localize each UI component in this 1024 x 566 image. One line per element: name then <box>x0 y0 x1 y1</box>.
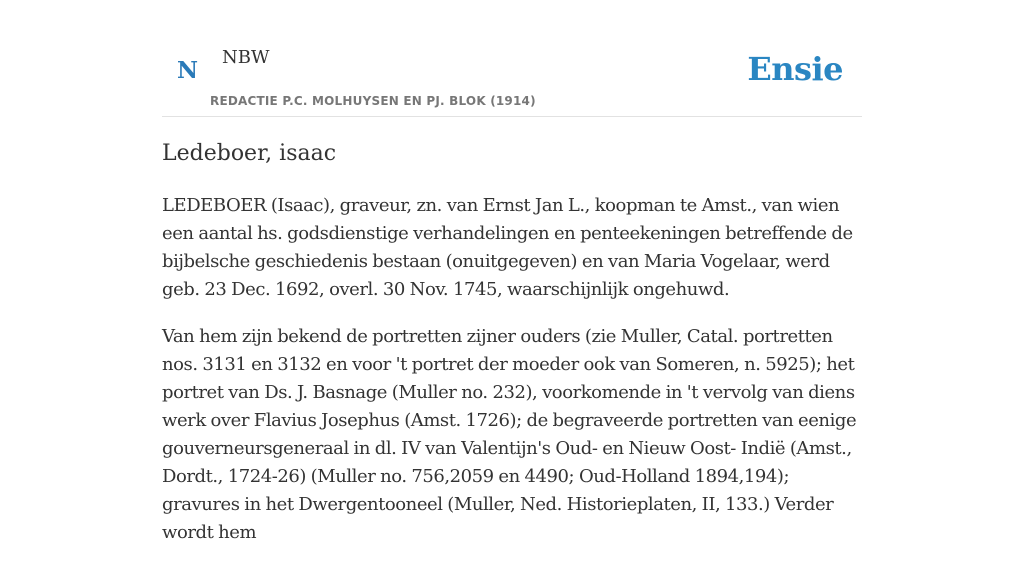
brand-logo[interactable]: Ensie <box>747 50 843 88</box>
article-paragraph: Van hem zijn bekend de portretten zijner ouders (zie Muller, Catal. portretten nos. 3131 en 3132 en voor 't portret der moeder ook van Someren, n. 5925); het portret van Ds. J. Basnage (Muller no. 232), voorkomende in 't vervolg van diens werk over Flavius Josephus (Amst. 1726); de begraveerde portretten van eenige gouverneursgeneraal in dl. IV van Valentijn's Oud- en Nieuw Oost- Indië (Amst., Dordt., 1724-26) (Muller no. 756,2059 en 4490; Oud-Holland 1894,194); gravures in het Dwergentooneel (Muller, Ned. Historieplaten, II, 133.) Verder wordt hem <box>162 326 857 543</box>
editor-credit: REDACTIE P.C. MOLHUYSEN EN PJ. BLOK (1914) <box>210 94 536 108</box>
article-title: Ledeboer, isaac <box>162 141 337 166</box>
source-logo[interactable]: N <box>177 57 199 84</box>
article-paragraph: LEDEBOER (Isaac), graveur, zn. van Ernst Jan L., koopman te Amst., van wien een aantal hs. godsdienstige verhandelingen en penteekeningen betreffende de bijbelsche geschiedenis bestaan (onuitgegeven) en van Maria Vogelaar, werd geb. 23 Dec. 1692, overl. 30 Nov. 1745, waarschijnlijk ongehuwd. <box>162 195 853 300</box>
header <box>162 0 862 117</box>
source-name[interactable]: NBW <box>222 47 270 68</box>
article-body <box>162 192 862 566</box>
page <box>162 0 862 543</box>
